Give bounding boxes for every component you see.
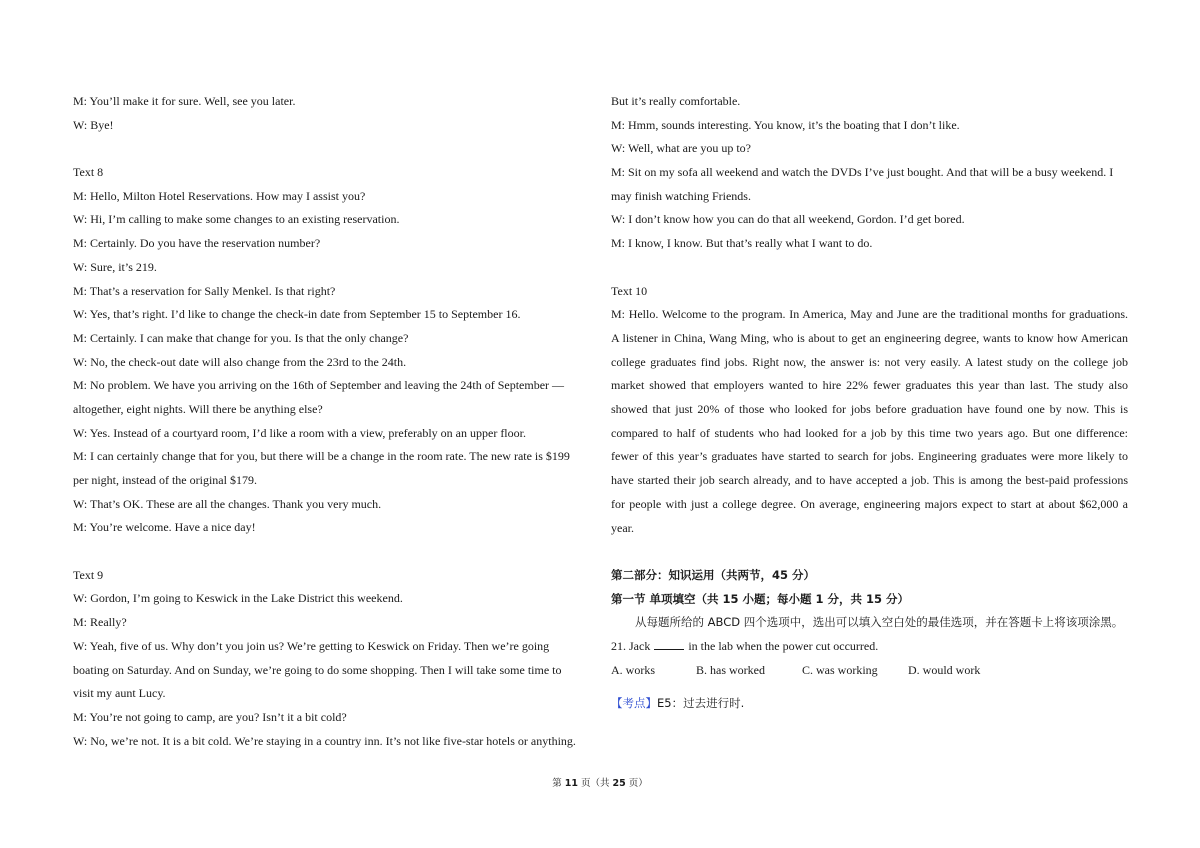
text8-para2-a: M: I can certainly change that for you, but there will be a change in the room rate. The new rate is $199 [73, 449, 570, 464]
text8-line-1: M: Hello, Milton Hotel Reservations. How may I assist you? [73, 188, 366, 203]
text8-title: Text 8 [73, 165, 104, 180]
kaodian-line [611, 692, 1128, 716]
text9-para1-b: boating on Saturday. And on Sunday, we’re going to do some shopping. Then I will take some time to [73, 662, 562, 677]
footer-prefix: 第 [552, 778, 565, 789]
text8-line-7: M: Certainly. I can make that change for you. Is that the only change? [73, 330, 409, 345]
section1-title: 第一节 单项填空（共 15 小题；每小题 1 分，共 15 分） [611, 591, 910, 606]
text7-line-2: W: Bye! [73, 117, 114, 132]
text8-line-3: M: Certainly. Do you have the reservation number? [73, 236, 321, 251]
text8-para1-a: M: No problem. We have you arriving on the 16th of September and leaving the 24th of September — [73, 378, 565, 393]
text8-para1-b: altogether, eight nights. Will there be anything else? [73, 401, 323, 416]
text9-cont-2: M: Hmm, sounds interesting. You know, it’s the boating that I don’t like. [611, 117, 960, 132]
text9-line-3: M: You’re not going to camp, are you? Isn’t it a bit cold? [73, 709, 347, 724]
text9-cont-4a: M: Sit on my sofa all weekend and watch the DVDs I’ve just bought. And that will be a busy weekend. I [611, 165, 1114, 180]
text9-cont-5: W: I don’t know how you can do that all weekend, Gordon. I’d get bored. [611, 212, 965, 227]
question-21-prefix: 21. Jack [611, 639, 651, 654]
text8-line-9: W: Yes. Instead of a courtyard room, I’d like a room with a view, preferably on an upper floor. [73, 425, 526, 440]
instruction-text: 从每题所给的 ABCD 四个选项中，选出可以填入空白处的最佳选项，并在答题卡上将该项涂黑。 [635, 615, 1124, 630]
answer-blank [654, 636, 684, 650]
text9-para1-a: W: Yeah, five of us. Why don’t you join us? We’re getting to Keswick on Friday. Then we’re going [73, 638, 550, 653]
text9-para1-c: visit my aunt Lucy. [73, 686, 166, 701]
page-footer [0, 775, 1200, 789]
kaodian-tag: 【考点】 [611, 696, 657, 711]
question-21-suffix: in the lab when the power cut occurred. [688, 639, 879, 654]
text8-para2-b: per night, instead of the original $179. [73, 473, 257, 487]
footer-total-pages: 25 [612, 778, 626, 789]
text8-line-5: M: That’s a reservation for Sally Menkel. Is that right? [73, 283, 336, 298]
text8-line-2: W: Hi, I’m calling to make some changes to an existing reservation. [73, 212, 400, 227]
text9-cont-3: W: Well, what are you up to? [611, 141, 751, 156]
text9-line-2: M: Really? [73, 615, 127, 630]
text9-cont-4b: may finish watching Friends. [611, 188, 751, 203]
kaodian-text: E5：过去进行时. [657, 696, 745, 711]
text7-line-1: M: You’ll make it for sure. Well, see you later. [73, 94, 296, 108]
footer-middle: 页（共 [577, 778, 613, 789]
option-b: B. has worked [696, 662, 765, 677]
text8-line-11: M: You’re welcome. Have a nice day! [73, 520, 256, 535]
option-c: C. was working [802, 662, 878, 677]
part2-title: 第二部分：知识运用（共两节，45 分） [611, 567, 816, 582]
text10-paragraph: M: Hello. Welcome to the program. In America, May and June are the traditional months for graduations. A listener in China, Wang Ming, who is about to get an engineering degree, wants to know how American college graduates find jobs. Right now, the answer is: not very easily. A latest study on the college job market showed that employers wanted to hire 22% fewer graduates this year than last. The study also showed that just 20% of those who looked for jobs before graduation have found one by now. This is compared to half of students who had looked for a job by this time two years ago. But one difference: fewer of this year’s graduates have started to search for jobs. Engineering graduates were more likely to have started their job search already, and to have accepted a job. This is among the best-paid professions for people with just a college degree. On average, engineering majors expect to start at about $62,000 a year. [611, 307, 1128, 535]
text8-line-6: W: Yes, that’s right. I’d like to change the check-in date from September 15 to September 16. [73, 307, 521, 322]
text9-title: Text 9 [73, 567, 104, 582]
option-a: A. works [611, 662, 655, 677]
text8-line-8: W: No, the check-out date will also change from the 23rd to the 24th. [73, 354, 407, 369]
text8-line-10: W: That’s OK. These are all the changes. Thank you very much. [73, 496, 382, 511]
text8-line-4: W: Sure, it’s 219. [73, 259, 157, 274]
text10-title: Text 10 [611, 283, 648, 298]
footer-page-number: 11 [564, 778, 578, 789]
text9-line-4: W: No, we’re not. It is a bit cold. We’re staying in a country inn. It’s not like five-star hotels or anything. [73, 733, 576, 748]
question-21-options [611, 659, 1128, 683]
text9-cont-6: M: I know, I know. But that’s really what I want to do. [611, 236, 873, 251]
footer-suffix: 页） [625, 778, 648, 789]
left-column [73, 90, 583, 753]
text9-cont-1: But it’s really comfortable. [611, 94, 741, 108]
option-d: D. would work [908, 662, 981, 677]
right-column [611, 90, 1128, 716]
text9-line-1: W: Gordon, I’m going to Keswick in the Lake District this weekend. [73, 591, 403, 606]
question-21 [611, 635, 1128, 659]
